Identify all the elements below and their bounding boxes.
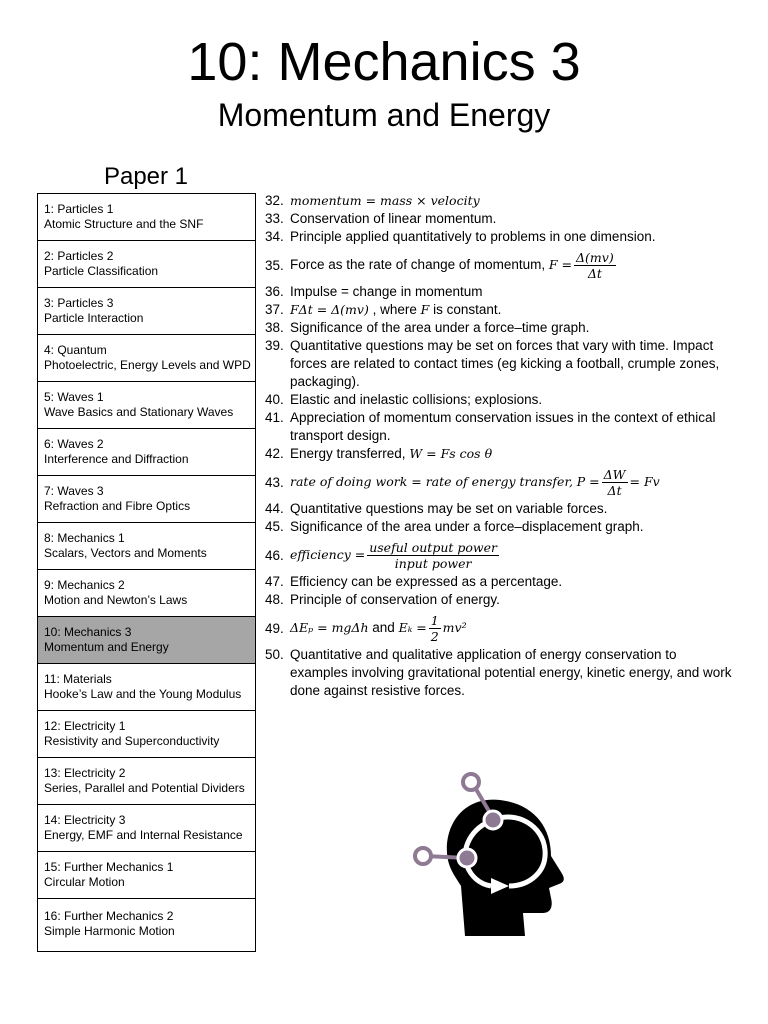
spec-point-46: 46. efficiency = $\frac{\text{useful output power}}{\text{input power}}$ [265,540,497,571]
topic-title: 14: Electricity 3 [44,813,126,827]
power-fraction: $\frac{\Delta W}{\Delta t}$ [603,467,626,498]
topic-row [38,523,255,570]
topic-subtitle: Particle Classification [44,263,159,278]
topic-row [38,664,255,711]
spec-point-42: 42. Energy transferred, W = Fs cos θ [265,446,493,461]
spec-point-35: 35. Force as the rate of change of momentum, F = $\frac{\Delta(mv)}{\Delta t}$ [265,250,614,281]
topic-row [38,711,255,758]
momentum-equation: momentum = mass × velocity [290,193,480,208]
topic-title: 13: Electricity 2 [44,766,126,780]
spec-point-43: 43. rate of doing work = rate of energy transfer, P = $\frac{\Delta W}{\Delta t}$ = Fv [265,467,660,498]
topic-subtitle: Momentum and Energy [44,639,169,654]
topic-subtitle: Wave Basics and Stationary Waves [44,404,234,419]
topic-row [38,382,255,429]
spec-point-34: 34. Principle applied quantitatively to problems in one dimension. [265,229,656,244]
topic-subtitle: Refraction and Fibre Optics [44,498,191,513]
spec-point-45: 45. Significance of the area under a force–displacement graph. [265,519,644,534]
topic-title: 1: Particles 1 [44,202,114,216]
topic-row [38,570,255,617]
topic-title: 3: Particles 3 [44,296,114,310]
topic-row [38,241,255,288]
spec-point-36: 36. Impulse = change in momentum [265,284,483,299]
topic-title: 15: Further Mechanics 1 [44,860,174,874]
page-subtitle: Momentum and Energy [217,97,551,133]
topic-subtitle: Resistivity and Superconductivity [44,733,220,748]
spec-point-49: 49. ΔEₚ = mgΔh and Eₖ = $\frac{1}{2}$ mv² [265,613,467,644]
spec-point-48: 48. Principle of conservation of energy. [265,592,500,607]
topic-row [38,758,255,805]
topic-title: 9: Mechanics 2 [44,578,125,592]
spec-point-32: 32. momentum = mass × velocity [265,193,480,208]
spec-point-47: 47. Efficiency can be expressed as a percentage. [265,574,563,589]
paper-heading: Paper 1 [103,163,189,190]
topic-row [38,288,255,335]
spec-point-33: 33. Conservation of linear momentum. [265,211,497,226]
topic-title: 2: Particles 2 [44,249,114,263]
topic-table [37,193,256,952]
specification-points [265,192,735,700]
spec-point-44: 44. Quantitative questions may be set on variable forces. [265,501,608,516]
topic-subtitle: Simple Harmonic Motion [44,923,175,938]
topic-subtitle: Photoelectric, Energy Levels and WPD [44,357,251,372]
topic-title: 10: Mechanics 3 [44,625,132,639]
efficiency-fraction: $\frac{\text{useful output power}}{\text{input power}}$ [369,540,497,571]
spec-point-50: 50. Quantitative and qualitative application of energy conservation to examples involving gravitational potential energy, kinetic energy, and work done against resistive forces. [265,647,732,698]
page-title: 10: Mechanics 3 [187,32,581,92]
topic-subtitle: Atomic Structure and the SNF [44,216,204,231]
force-fraction: $\frac{\Delta(mv)}{\Delta t}$ [576,250,614,281]
topic-subtitle: Particle Interaction [44,310,144,325]
topic-row [38,335,255,382]
topic-row [38,852,255,899]
topic-row [38,617,255,664]
topic-title: 7: Waves 3 [44,484,104,498]
topic-title: 16: Further Mechanics 2 [44,909,174,923]
topic-subtitle: Motion and Newton’s Laws [44,592,188,607]
topic-row [38,194,255,241]
topic-row [38,429,255,476]
topic-title: 12: Electricity 1 [44,719,126,733]
head-network-icon [405,768,580,943]
topic-title: 8: Mechanics 1 [44,531,125,545]
topic-subtitle: Interference and Diffraction [44,451,189,466]
spec-point-41: 41. Appreciation of momentum conservation issues in the context of ethical transport design. [265,410,716,443]
spec-point-38: 38. Significance of the area under a force–time graph. [265,320,590,335]
spec-point-40: 40. Elastic and inelastic collisions; explosions. [265,392,543,407]
topic-subtitle: Circular Motion [44,874,125,889]
topic-row [38,476,255,523]
topic-subtitle: Energy, EMF and Internal Resistance [44,827,243,842]
topic-subtitle: Scalars, Vectors and Moments [44,545,207,560]
half-fraction: $\frac{1}{2}$ [430,613,439,644]
topic-title: 4: Quantum [44,343,107,357]
topic-row [38,899,255,951]
topic-subtitle: Hooke’s Law and the Young Modulus [44,686,242,701]
topic-row [38,805,255,852]
spec-point-39: 39. Quantitative questions may be set on forces that vary with time. Impact forces are related to contact times (eg kicking a football, crumple zones, packaging). [265,338,720,389]
topic-subtitle: Series, Parallel and Potential Dividers [44,780,245,795]
topic-title: 11: Materials [44,672,112,686]
topic-title: 5: Waves 1 [44,390,104,404]
topic-title: 6: Waves 2 [44,437,104,451]
spec-point-37: 37. FΔt = Δ(mv) , where F is constant. [265,302,502,317]
